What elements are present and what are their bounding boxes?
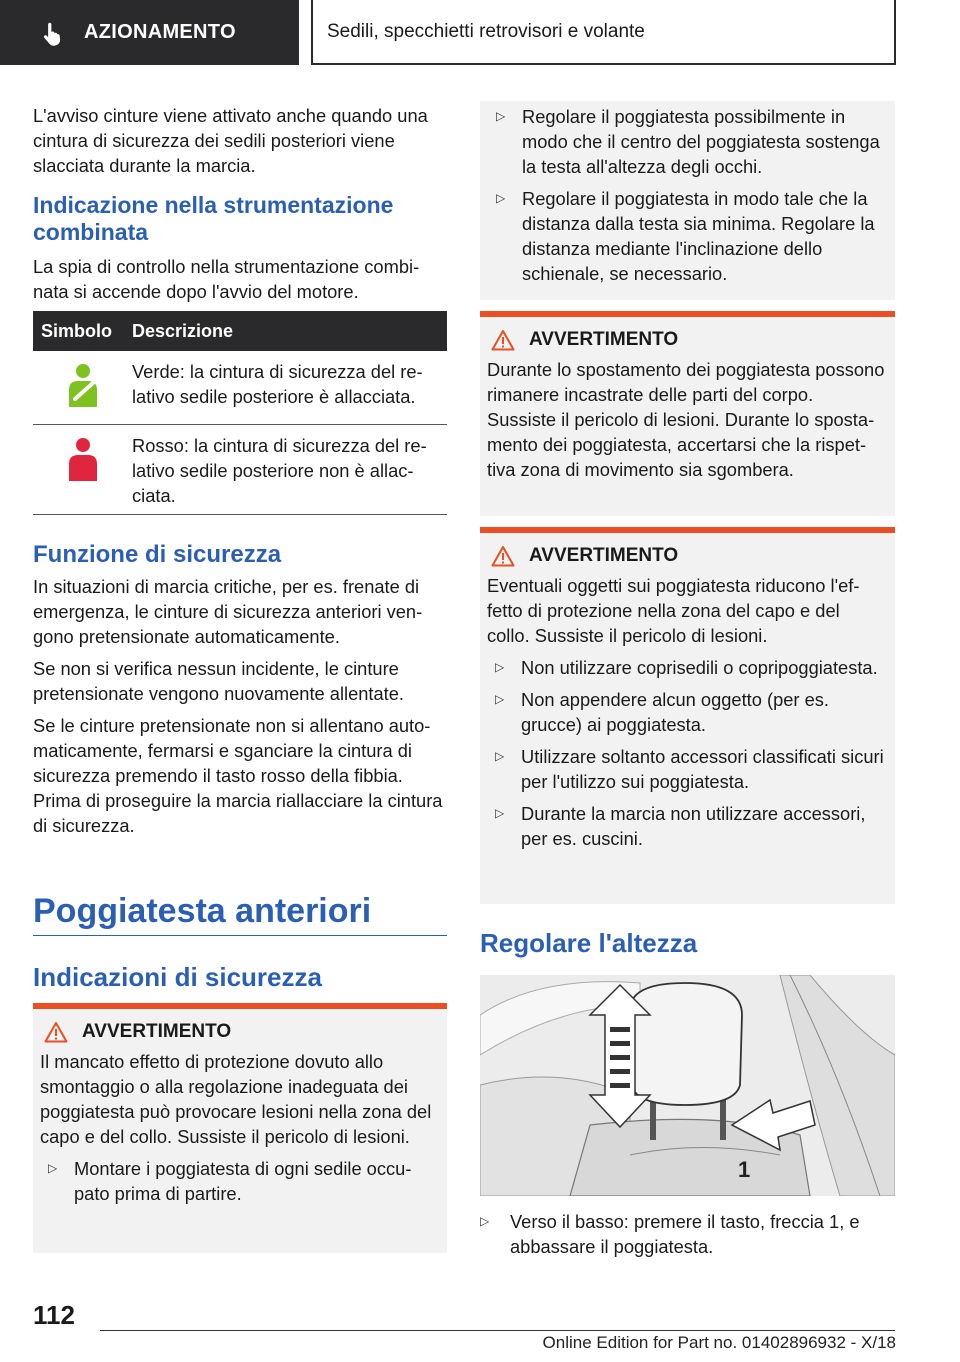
paragraph-spia: La spia di controllo nella strumentazione combinata si accende dopo l'avvio del motore. xyxy=(33,256,420,302)
chapter-title: Sedili, specchietti retrovisori e volante xyxy=(311,0,896,65)
bullet-triangle-icon: ▷ xyxy=(495,692,505,706)
column-header-description: Descrizione xyxy=(132,320,234,341)
section-tab xyxy=(0,0,299,65)
list-item-text: Non appendere alcun oggetto (per es. grucce) ai poggiatesta. xyxy=(521,689,829,735)
warning-box xyxy=(480,311,895,516)
headrest-adjust-figure xyxy=(480,975,895,1196)
warning-title: AVVERTIMENTO xyxy=(529,545,679,566)
symbol-table xyxy=(33,311,447,515)
warning-title-row xyxy=(487,545,887,567)
description-cell: Verde: la cintura di sicurezza del relativo sedile posteriore è allacciata. xyxy=(132,361,423,407)
seatbelt-fastened-green-icon xyxy=(63,363,103,409)
list-item-text: Utilizzare soltanto accessori classificati sicuri per l'utilizzo sui poggiatesta. xyxy=(521,746,884,792)
list-item xyxy=(480,104,895,179)
symbol-cell xyxy=(33,351,132,424)
list-item xyxy=(480,186,895,286)
instruction-box xyxy=(480,101,895,300)
warning-triangle-icon xyxy=(44,1021,68,1043)
warning-box xyxy=(33,1003,447,1253)
list-item xyxy=(487,655,887,680)
list-item xyxy=(487,744,887,794)
figure-label: 1 xyxy=(738,1157,751,1182)
warning-text: Eventuali oggetti sui poggiatesta riducono l'effetto di protezione nella zona del capo e del collo. Sussiste il pericolo di lesioni. xyxy=(487,575,860,646)
warning-triangle-icon xyxy=(491,545,515,567)
symbol-cell xyxy=(33,425,132,514)
description-cell: Rosso: la cintura di sicurezza del relativo sedile posteriore non è allacciata. xyxy=(132,435,427,506)
heading-indicazioni-sicurezza: Indicazioni di sicurezza xyxy=(33,962,322,992)
hand-pointer-icon xyxy=(40,20,66,46)
warning-text: Il mancato effetto di protezione dovuto allo smontaggio o alla regolazione inadeguata dei poggiatesta può provocare lesioni nella zona del capo e del collo. Sussiste il pericolo di lesioni. xyxy=(40,1051,432,1147)
warning-title: AVVERTIMENTO xyxy=(82,1021,232,1042)
bullet-triangle-icon: ▷ xyxy=(496,191,506,205)
paragraph-funzione-2: Se non si verifica nessun incidente, le cinture pretensionate vengono nuovamente allentate. xyxy=(33,658,404,704)
bullet-triangle-icon: ▷ xyxy=(495,749,505,763)
list-item xyxy=(480,1209,895,1259)
warning-title-row xyxy=(40,1021,439,1043)
table-row xyxy=(33,351,447,425)
intro-paragraph: L'avviso cinture viene attivato anche quando una cintura di sicurezza dei sedili posteriori viene slacciata durante la marcia. xyxy=(33,105,428,176)
warning-title: AVVERTIMENTO xyxy=(529,329,679,350)
table-row xyxy=(33,425,447,515)
section-title: AZIONAMENTO xyxy=(84,21,236,43)
footer-edition: Online Edition for Part no. 01402896932 - X/18 xyxy=(542,1333,896,1352)
heading-indicazione: Indicazione nella strumentazione combinata xyxy=(33,192,394,245)
list-item-text: Non utilizzare coprisedili o copripoggiatesta. xyxy=(521,657,878,678)
bullet-triangle-icon: ▷ xyxy=(495,660,505,674)
warning-box xyxy=(480,527,895,904)
list-item-text: Regolare il poggiatesta possibilmente in modo che il centro del poggiatesta sostenga la testa all'altezza degli occhi. xyxy=(522,106,880,177)
warning-title-row xyxy=(487,329,887,351)
list-item-text: Verso il basso: premere il tasto, freccia 1, e abbassare il poggiatesta. xyxy=(510,1211,860,1257)
page-number: 112 xyxy=(33,1300,75,1330)
list-item-text: Montare i poggiatesta di ogni sedile occupato prima di partire. xyxy=(74,1158,412,1204)
seatbelt-unfastened-red-icon xyxy=(63,437,103,483)
headrest-illustration xyxy=(480,975,895,1196)
paragraph-funzione-1: In situazioni di marcia critiche, per es. frenate di emergenza, le cinture di sicurezza anteriori vengono pretensionate automaticamente. xyxy=(33,576,423,647)
list-item-text: Durante la marcia non utilizzare accessori, per es. cuscini. xyxy=(521,803,866,849)
heading-rule xyxy=(33,935,447,936)
warning-triangle-icon xyxy=(491,329,515,351)
after-figure-list xyxy=(480,1209,895,1266)
bullet-triangle-icon: ▷ xyxy=(480,1214,490,1228)
bullet-triangle-icon: ▷ xyxy=(496,109,506,123)
list-item-text: Regolare il poggiatesta in modo tale che la distanza dalla testa sia minima. Regolare la distanza mediante l'inclinazione dello schienale, se necessario. xyxy=(522,188,875,284)
left-column xyxy=(33,103,447,845)
footer-rule xyxy=(100,1330,895,1331)
table-header xyxy=(33,311,447,351)
bullet-triangle-icon: ▷ xyxy=(495,806,505,820)
heading-funzione: Funzione di sicurezza xyxy=(33,541,282,568)
heading-poggiatesta: Poggiatesta anteriori xyxy=(33,892,372,930)
column-header-symbol: Simbolo xyxy=(41,320,112,341)
list-item xyxy=(40,1156,439,1206)
list-item xyxy=(487,687,887,737)
list-item xyxy=(487,801,887,851)
heading-regolare-altezza: Regolare l'altezza xyxy=(480,928,698,958)
paragraph-funzione-3: Se le cinture pretensionate non si allentano automaticamente, fermarsi e sganciare la cintura di sicurezza premendo il tasto rosso della fibbia. Prima di proseguire la marcia riallacciare la cintura di sicurezza. xyxy=(33,715,443,836)
warning-text: Durante lo spostamento dei poggiatesta possono rimanere incastrate delle parti del corpo. Sussiste il pericolo di lesioni. Durante lo spostamento dei poggiatesta, accertarsi che la rispettiva zona di movimento sia sgombera. xyxy=(487,359,885,480)
bullet-triangle-icon: ▷ xyxy=(48,1161,58,1175)
